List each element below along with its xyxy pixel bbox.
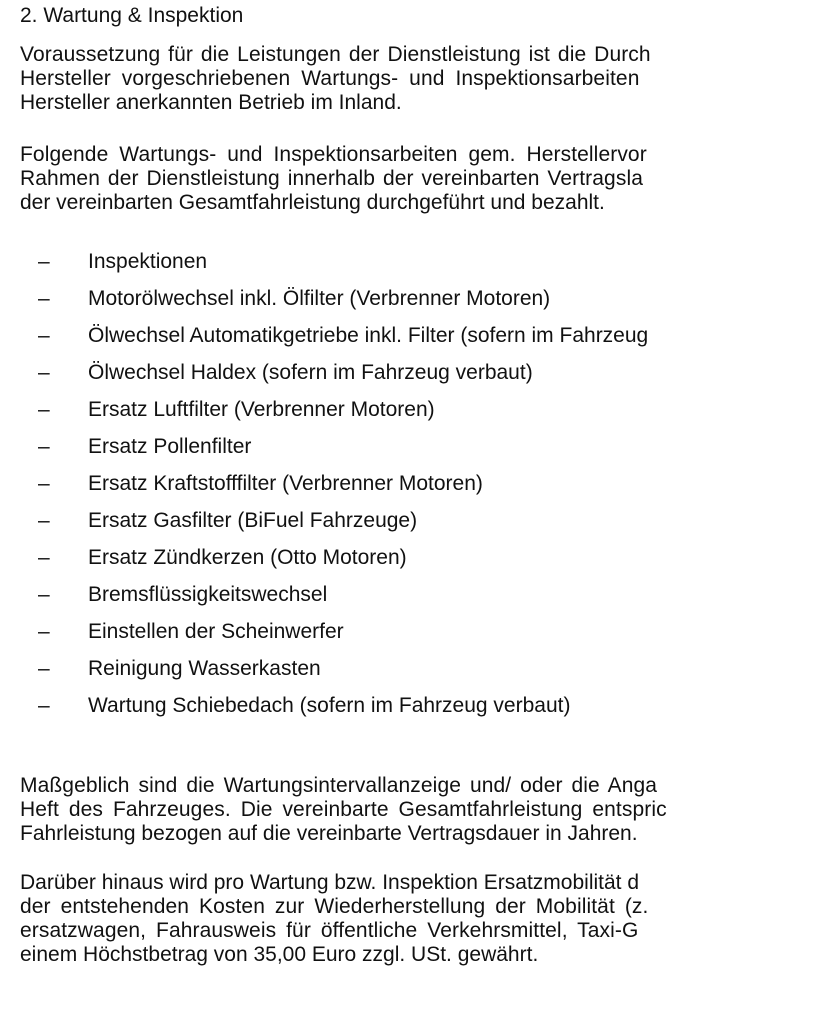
list-item-text: Reinigung Wasserkasten	[88, 657, 321, 680]
text-line: Maßgeblich sind die Wartungsintervallanzeige und/ oder die Anga	[20, 774, 658, 797]
list-item	[38, 657, 648, 694]
list-item	[38, 361, 648, 398]
list-item	[38, 694, 648, 731]
list-item-text: Einstellen der Scheinwerfer	[88, 620, 344, 643]
list-item-text: Ölwechsel Haldex (sofern im Fahrzeug verbaut)	[88, 361, 533, 384]
text-line: Darüber hinaus wird pro Wartung bzw. Inspektion Ersatzmobilität d	[20, 871, 640, 894]
list-dash: –	[38, 324, 50, 347]
list-dash: –	[38, 472, 50, 495]
paragraph-included-services	[20, 143, 647, 215]
list-item	[38, 509, 648, 546]
paragraph-prerequisite	[20, 43, 651, 115]
list-item-text: Ersatz Pollenfilter	[88, 435, 252, 458]
list-item	[38, 324, 648, 361]
list-dash: –	[38, 398, 50, 421]
list-item-text: Ersatz Zündkerzen (Otto Motoren)	[88, 546, 407, 569]
list-item-text: Ersatz Gasfilter (BiFuel Fahrzeuge)	[88, 509, 418, 532]
text-line: der entstehenden Kosten zur Wiederherstellung der Mobilität (z.	[20, 895, 649, 918]
text-line: Heft des Fahrzeuges. Die vereinbarte Gesamtfahrleistung entspric	[20, 798, 667, 821]
service-list	[38, 250, 648, 731]
list-dash: –	[38, 620, 50, 643]
text-line: Rahmen der Dienstleistung innerhalb der vereinbarten Vertragsla	[20, 167, 643, 190]
list-dash: –	[38, 250, 50, 273]
list-dash: –	[38, 583, 50, 606]
list-item-text: Ölwechsel Automatikgetriebe inkl. Filter (sofern im Fahrzeug	[88, 324, 649, 347]
text-line: Folgende Wartungs- und Inspektionsarbeiten gem. Herstellervor	[20, 143, 647, 166]
list-item	[38, 546, 648, 583]
text-line: Voraussetzung für die Leistungen der Dienstleistung ist die Durch	[20, 43, 651, 66]
list-item	[38, 287, 648, 324]
list-item	[38, 583, 648, 620]
text-line: einem Höchstbetrag von 35,00 Euro zzgl. USt. gewährt.	[20, 943, 539, 966]
section-heading: 2. Wartung & Inspektion	[20, 4, 244, 27]
paragraph-intervals	[20, 774, 667, 846]
list-dash: –	[38, 287, 50, 310]
list-dash: –	[38, 657, 50, 680]
list-item-text: Ersatz Kraftstofffilter (Verbrenner Motoren)	[88, 472, 483, 495]
list-item-text: Bremsflüssigkeitswechsel	[88, 583, 328, 606]
list-dash: –	[38, 509, 50, 532]
list-dash: –	[38, 546, 50, 569]
text-line: Hersteller vorgeschriebenen Wartungs- und Inspektionsarbeiten	[20, 67, 640, 90]
list-dash: –	[38, 435, 50, 458]
text-line: ersatzwagen, Fahrausweis für öffentliche Verkehrsmittel, Taxi-G	[20, 919, 639, 942]
list-item	[38, 472, 648, 509]
list-item	[38, 620, 648, 657]
list-item-text: Wartung Schiebedach (sofern im Fahrzeug verbaut)	[88, 694, 571, 717]
paragraph-mobility	[20, 871, 648, 967]
list-item-text: Inspektionen	[88, 250, 208, 273]
list-item	[38, 250, 648, 287]
text-line: der vereinbarten Gesamtfahrleistung durchgeführt und bezahlt.	[20, 191, 605, 214]
text-line: Hersteller anerkannten Betrieb im Inland.	[20, 91, 402, 114]
list-item	[38, 435, 648, 472]
list-item-text: Motorölwechsel inkl. Ölfilter (Verbrenner Motoren)	[88, 287, 551, 310]
list-dash: –	[38, 694, 50, 717]
list-item	[38, 398, 648, 435]
text-line: Fahrleistung bezogen auf die vereinbarte Vertragsdauer in Jahren.	[20, 822, 638, 845]
list-dash: –	[38, 361, 50, 384]
list-item-text: Ersatz Luftfilter (Verbrenner Motoren)	[88, 398, 435, 421]
